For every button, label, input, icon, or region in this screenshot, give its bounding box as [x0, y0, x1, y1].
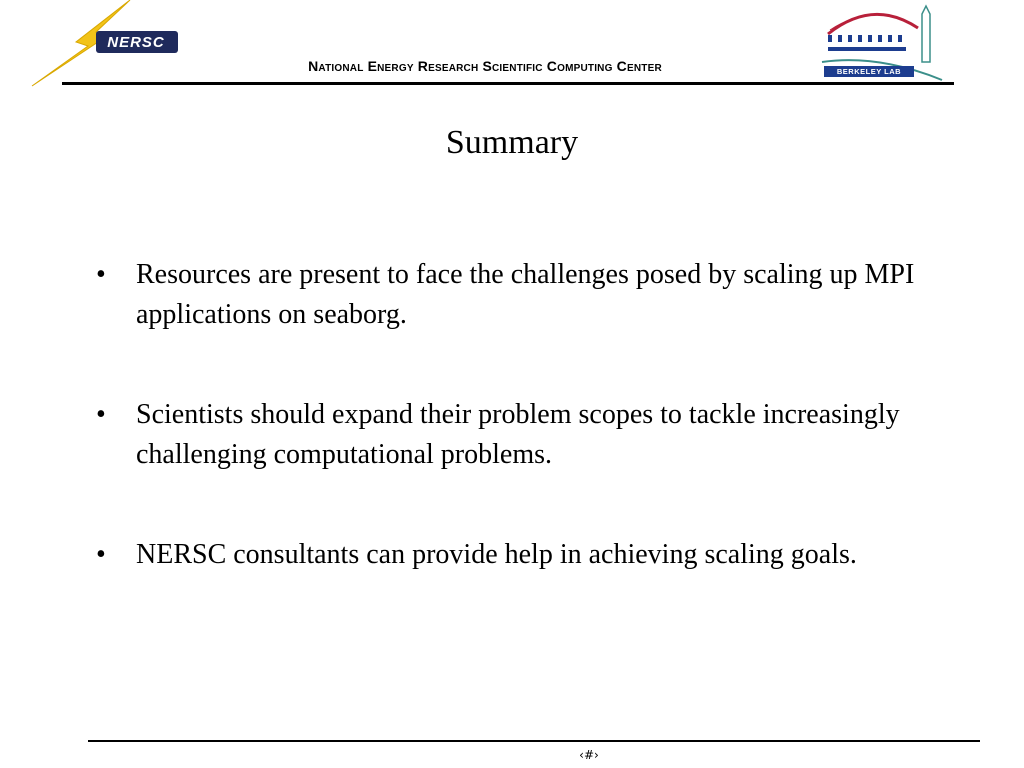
bullet-item [96, 395, 986, 475]
header-title: National Energy Research Scientific Computing Center [308, 58, 662, 74]
bullet-text: NERSC consultants can provide help in achieving scaling goals. [136, 539, 857, 570]
header-divider [62, 82, 954, 85]
bullet-item [96, 535, 986, 575]
slide-title: Summary [445, 124, 579, 161]
bullet-marker: • [96, 539, 106, 570]
nersc-logo-text: NERSC [107, 33, 165, 51]
page-number: ‹#› [579, 748, 599, 762]
bullet-item [96, 255, 986, 335]
bullet-text: Resources are present to face the challenges posed by scaling up MPI applications on seaborg. [136, 259, 915, 330]
bullet-marker: • [96, 259, 106, 290]
bullet-list [96, 255, 986, 635]
bullet-text: Scientists should expand their problem scopes to tackle increasingly challenging computational problems. [136, 399, 900, 470]
lab-building-arc-icon [828, 14, 918, 34]
footer-divider [88, 740, 980, 742]
campanile-icon [922, 6, 930, 62]
bullet-marker: • [96, 399, 106, 430]
berkeley-lab-logo-text: BERKELEY LAB [836, 67, 902, 76]
